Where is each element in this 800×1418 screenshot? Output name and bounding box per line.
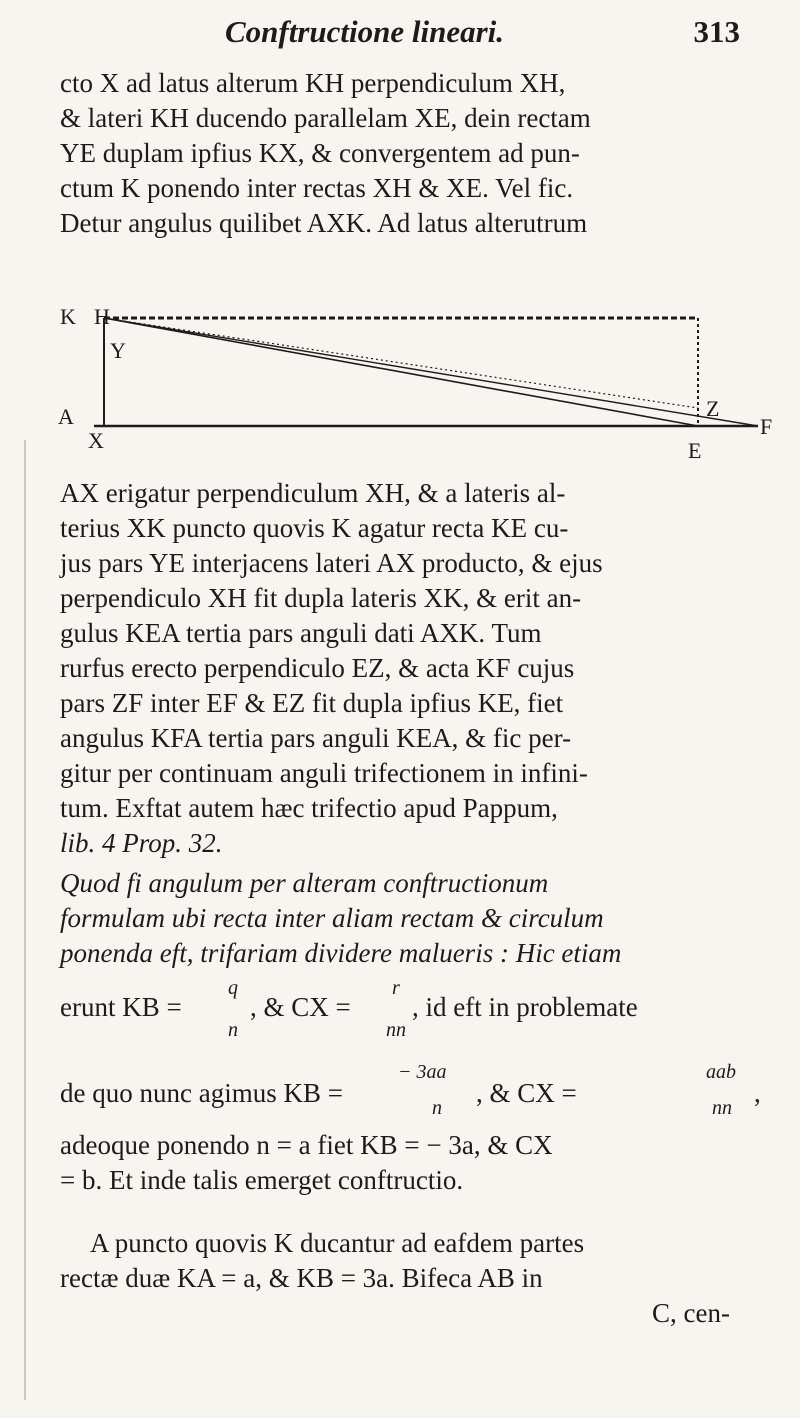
- frac-num: r: [392, 977, 400, 999]
- line-dotted: [104, 318, 698, 408]
- label-a: A: [58, 404, 74, 429]
- text-line: Detur angulus quilibet AXK. Ad latus alterutrum: [60, 208, 588, 238]
- text-line: tum. Exftat autem hæc trifectio apud Pappum,: [60, 793, 558, 823]
- label-h: H: [94, 308, 110, 329]
- text-line: cto X ad latus alterum KH perpendiculum XH,: [60, 68, 566, 98]
- text-line: rectæ duæ KA = a, & KB = 3a. Bifeca AB in: [60, 1263, 543, 1293]
- text-line: ctum K ponendo inter rectas XH & XE. Vel fic.: [60, 173, 574, 203]
- running-header: [225, 12, 740, 52]
- label-y: Y: [110, 338, 126, 363]
- label-f: F: [760, 414, 773, 439]
- frac-den: nn: [386, 1019, 406, 1041]
- text-line: & lateri KH ducendo parallelam XE, dein rectam: [60, 103, 591, 133]
- text-line: = b. Et inde talis emerget conftructio.: [60, 1165, 464, 1195]
- italic-line: ponenda eft, trifariam dividere malueris : Hic etiam: [60, 938, 622, 968]
- frac-num: aab: [706, 1061, 736, 1083]
- frac-num: q: [228, 977, 238, 999]
- text-line: adeoque ponendo n = a fiet KB = − 3a, & CX: [60, 1130, 553, 1160]
- text-line: pars ZF inter EF & EZ fit dupla ipfius KE, fiet: [60, 688, 564, 718]
- line-kf: [104, 318, 758, 426]
- formula-line: de quo nunc agimus KB =: [60, 1078, 343, 1108]
- frac-den: n: [228, 1019, 238, 1041]
- text-line: AX erigatur perpendiculum XH, & a lateris al-: [60, 478, 566, 508]
- catchword: C, cen-: [652, 1298, 730, 1328]
- text-line: terius XK puncto quovis K agatur recta KE cu-: [60, 513, 569, 543]
- page-edge-shadow: [24, 440, 26, 1400]
- frac-den: n: [432, 1097, 442, 1119]
- label-k: K: [60, 308, 76, 329]
- formula-text: ,: [754, 1078, 761, 1108]
- formula-text: , & CX =: [250, 992, 351, 1022]
- text-line: YE duplam ipfius KX, & convergentem ad pun-: [60, 138, 580, 168]
- text-line: lib. 4 Prop. 32.: [60, 828, 223, 858]
- page-number: 313: [693, 14, 740, 49]
- header-title: Conftructione lineari.: [225, 14, 505, 49]
- geometric-figure: [58, 308, 778, 468]
- text-line: A puncto quovis K ducantur ad eafdem partes: [90, 1228, 585, 1258]
- italic-line: formulam ubi recta inter aliam rectam & circulum: [60, 903, 604, 933]
- line-ke: [104, 318, 698, 426]
- label-x: X: [88, 428, 104, 453]
- label-e: E: [688, 438, 702, 463]
- frac-num: − 3aa: [398, 1061, 447, 1083]
- text-line: gitur per continuam anguli trifectionem in infini-: [60, 758, 588, 788]
- text-line: gulus KEA tertia pars anguli dati AXK. Tum: [60, 618, 542, 648]
- formula-text: , & CX =: [476, 1078, 577, 1108]
- frac-den: nn: [712, 1097, 732, 1119]
- label-z: Z: [706, 396, 720, 421]
- formula-text: erunt KB =: [60, 992, 182, 1022]
- italic-line: Quod fi angulum per alteram conftructionum: [60, 868, 549, 898]
- formula-text: , id eft in problemate: [412, 992, 638, 1022]
- text-line: rurfus erecto perpendiculo EZ, & acta KF cujus: [60, 653, 575, 683]
- text-line: jus pars YE interjacens lateri AX producto, & ejus: [60, 548, 603, 578]
- text-line: angulus KFA tertia pars anguli KEA, & fic per-: [60, 723, 572, 753]
- text-line: perpendiculo XH fit dupla lateris XK, & erit an-: [60, 583, 582, 613]
